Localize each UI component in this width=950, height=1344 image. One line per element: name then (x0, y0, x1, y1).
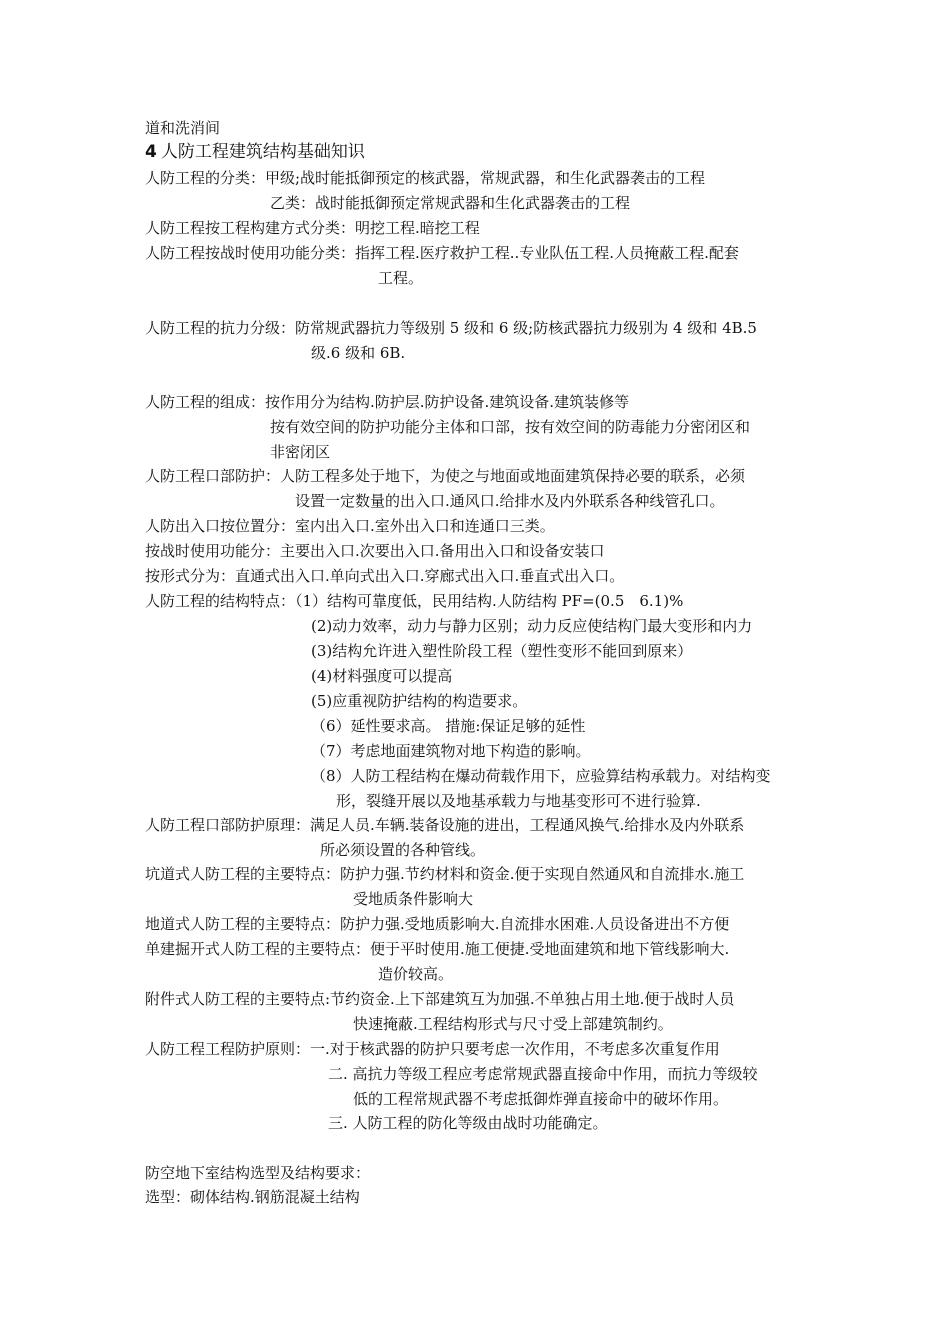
section-heading (145, 142, 365, 162)
resistance-line-2: 级.6 级和 6B. (311, 344, 406, 362)
feature-line-1: 人防工程的结构特点：（1）结构可靠度低，民用结构.人防结构 PF=(0.5 6.1)% (145, 592, 684, 610)
attached-type-line-2: 快速掩蔽.工程结构形式与尺寸受上部建筑制约。 (353, 1015, 673, 1033)
protection-principle-line-1: 人防工程工程防护原则：一.对于核武器的防护只要考虑一次作用，不考虑多次重复作用 (145, 1040, 720, 1058)
feature-line-8b: 形，裂缝开展以及地基承载力与地基变形可不进行验算. (336, 792, 701, 810)
classification-line-2: 乙类：战时能抵御预定常规武器和生化武器袭击的工程 (270, 194, 631, 212)
classification-line-1: 人防工程的分类：甲级;战时能抵御预定的核武器，常规武器，和生化武器袭击的工程 (145, 169, 706, 187)
protection-principle-line-3: 低的工程常规武器不考虑抵御炸弹直接命中的破坏作用。 (353, 1090, 729, 1108)
feature-line-2: (2)动力效率，动力与静力区别；动力反应使结构门最大变形和内力 (311, 617, 753, 635)
tunnel-type-line-2: 受地质条件影响大 (353, 890, 474, 908)
principle-line-1: 人防工程口部防护原理：满足人员.车辆.装备设施的进出，工程通风换气.给排水及内外联系 (145, 816, 745, 834)
attached-type-line-1: 附件式人防工程的主要特点:节约资金.上下部建筑互为加强.不单独占用土地.便于战时人员 (145, 990, 735, 1008)
feature-line-4: (4)材料强度可以提高 (311, 667, 453, 685)
entry-form-line: 按形式分为：直通式出入口.单向式出入口.穿廊式出入口.垂直式出入口。 (145, 567, 625, 585)
single-build-line-1: 单建掘开式人防工程的主要特点：便于平时使用.施工便捷.受地面建筑和地下管线影响大. (145, 940, 730, 958)
selection-line: 选型：砌体结构.钢筋混凝土结构 (145, 1188, 360, 1206)
section-title: 人防工程建筑结构基础知识 (160, 142, 365, 162)
tunnel-type-line-1: 坑道式人防工程的主要特点：防护力强.节约材料和资金.便于实现自然通风和自流排水.施工 (145, 865, 745, 883)
port-protection-line-1: 人防工程口部防护：人防工程多处于地下，为使之与地面或地面建筑保持必要的联系，必须 (145, 467, 746, 485)
intro-line: 道和洗消间 (145, 119, 221, 137)
section-number: 4 (145, 142, 157, 162)
entry-function-line: 按战时使用功能分：主要出入口.次要出入口.备用出入口和设备安装口 (145, 542, 605, 560)
composition-line-1: 人防工程的组成：按作用分为结构.防护层.防护设备.建筑设备.建筑装修等 (145, 393, 630, 411)
port-protection-line-2: 设置一定数量的出入口.通风口.给排水及内外联系各种线管孔口。 (295, 492, 725, 510)
basement-heading-line: 防空地下室结构选型及结构要求： (145, 1164, 371, 1182)
principle-line-2: 所必须设置的各种管线。 (320, 841, 486, 859)
composition-line-2: 按有效空间的防护功能分主体和口部，按有效空间的防毒能力分密闭区和 (270, 418, 751, 436)
feature-line-6: （6）延性要求高。 措施:保证足够的延性 (311, 717, 586, 735)
single-build-line-2: 造价较高。 (378, 965, 454, 983)
composition-line-3: 非密闭区 (270, 443, 331, 461)
function-class-line-2: 工程。 (378, 269, 424, 287)
build-mode-line: 人防工程按工程构建方式分类：明挖工程.暗挖工程 (145, 219, 480, 237)
resistance-line-1: 人防工程的抗力分级：防常规武器抗力等级别 5 级和 6 级;防核武器抗力级别为 4 级和 4B.5 (145, 319, 757, 337)
entry-position-line: 人防出入口按位置分：室内出入口.室外出入口和连通口三类。 (145, 517, 555, 535)
protection-principle-line-2: 二. 高抗力等级工程应考虑常规武器直接命中作用，而抗力等级较 (328, 1065, 758, 1083)
feature-line-7: （7）考虑地面建筑物对地下构造的影响。 (311, 742, 591, 760)
protection-principle-line-4: 三. 人防工程的防化等级由战时功能确定。 (328, 1114, 608, 1132)
ditch-type-line: 地道式人防工程的主要特点：防护力强.受地质影响大.自流排水困难.人员设备进出不方便 (145, 915, 730, 933)
feature-line-5: (5)应重视防护结构的构造要求。 (311, 692, 528, 710)
feature-line-8a: （8）人防工程结构在爆动荷载作用下，应验算结构承载力。对结构变 (311, 767, 771, 785)
function-class-line-1: 人防工程按战时使用功能分类：指挥工程.医疗救护工程..专业队伍工程.人员掩蔽工程.配套 (145, 244, 739, 262)
feature-line-3: (3)结构允许进入塑性阶段工程（塑性变形不能回到原来） (311, 642, 693, 660)
